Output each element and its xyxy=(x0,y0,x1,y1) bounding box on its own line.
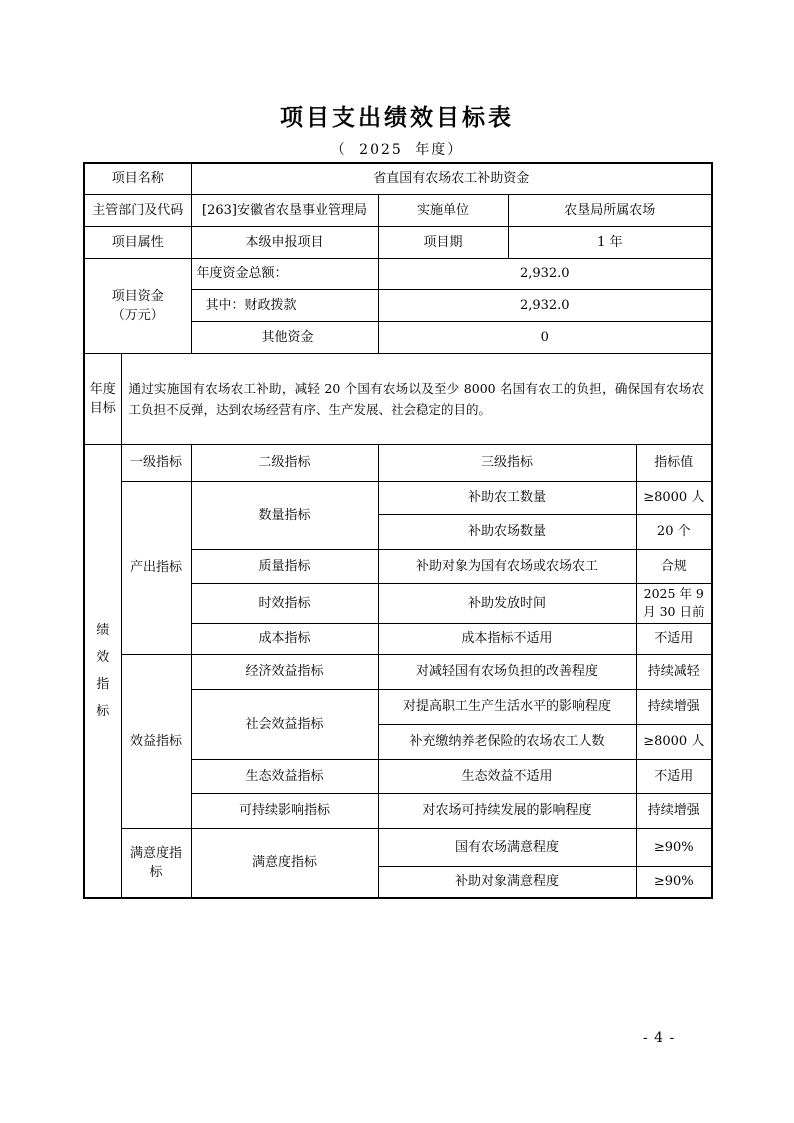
funds-label-line1: 项目资金 xyxy=(111,288,164,304)
level2-sustainability: 可持续影响指标 xyxy=(191,793,378,828)
page-number: - 4 - xyxy=(643,1030,676,1046)
funds-other-value: 0 xyxy=(378,321,712,353)
header-level3: 三级指标 xyxy=(378,444,636,481)
header-level2: 二级指标 xyxy=(191,444,378,481)
header-value: 指标值 xyxy=(636,444,712,481)
level3-payment-time: 补助发放时间 xyxy=(378,583,636,623)
funds-other-label: 其他资金 xyxy=(191,321,378,353)
value-worker-count: ≥8000 人 xyxy=(636,481,712,514)
funds-fiscal-value: 2,932.0 xyxy=(378,289,712,321)
level1-benefit: 效益指标 xyxy=(121,654,191,828)
level2-economic: 经济效益指标 xyxy=(191,654,378,689)
performance-indicators-label: 绩效指标 xyxy=(84,444,121,898)
project-name-value: 省直国有农场农工补助资金 xyxy=(191,163,712,194)
annual-goal-label xyxy=(84,353,121,444)
value-compliance: 合规 xyxy=(636,549,712,583)
level2-satisfaction: 满意度指标 xyxy=(191,828,378,898)
level2-cost: 成本指标 xyxy=(191,623,378,654)
level3-farm-satisfaction: 国有农场满意程度 xyxy=(378,828,636,866)
dept-value: [263]安徽省农垦事业管理局 xyxy=(191,194,378,226)
value-sustainable-dev: 持续增强 xyxy=(636,793,712,828)
value-burden-relief: 持续减轻 xyxy=(636,654,712,689)
dept-label: 主管部门及代码 xyxy=(84,194,191,226)
value-payment-time: 2025 年 9 月 30 日前 xyxy=(636,583,712,623)
value-living-standard: 持续增强 xyxy=(636,689,712,724)
level2-timeliness: 时效指标 xyxy=(191,583,378,623)
performance-target-table xyxy=(83,162,713,899)
level3-target-compliance: 补助对象为国有农场或农场农工 xyxy=(378,549,636,583)
level3-recipient-satisfaction: 补助对象满意程度 xyxy=(378,866,636,898)
value-eco-na: 不适用 xyxy=(636,759,712,793)
page-subtitle: （ 2025 年度） xyxy=(330,142,464,158)
level3-burden-relief: 对减轻国有农场负担的改善程度 xyxy=(378,654,636,689)
level2-quality: 质量指标 xyxy=(191,549,378,583)
value-farm-count: 20 个 xyxy=(636,514,712,549)
page-title: 项目支出绩效目标表 xyxy=(280,105,514,131)
period-value: 1 年 xyxy=(508,226,712,258)
level3-worker-count: 补助农工数量 xyxy=(378,481,636,514)
annual-goal-label-line1: 年度 xyxy=(89,381,116,397)
funds-fiscal-label: 其中：财政拨款 xyxy=(191,289,378,321)
annual-goal-text: 通过实施国有农场农工补助，减轻 20 个国有农场以及至少 8000 名国有农工的负担，确保国有农场农工负担不反弹，达到农场经营有序、生产发展、社会稳定的目的。 xyxy=(121,353,712,444)
attr-label: 项目属性 xyxy=(84,226,191,258)
funds-label xyxy=(84,258,191,353)
level3-pension-workers: 补充缴纳养老保险的农场农工人数 xyxy=(378,724,636,759)
funds-label-line2: （万元） xyxy=(111,307,164,323)
value-cost-na: 不适用 xyxy=(636,623,712,654)
level2-social: 社会效益指标 xyxy=(191,689,378,759)
attr-value: 本级申报项目 xyxy=(191,226,378,258)
level3-living-standard: 对提高职工生产生活水平的影响程度 xyxy=(378,689,636,724)
level1-output: 产出指标 xyxy=(121,481,191,654)
impl-unit-value: 农垦局所属农场 xyxy=(508,194,712,226)
level2-quantity: 数量指标 xyxy=(191,481,378,549)
funds-total-value: 2,932.0 xyxy=(378,258,712,289)
level2-ecological: 生态效益指标 xyxy=(191,759,378,793)
period-label: 项目期 xyxy=(378,226,508,258)
funds-total-label: 年度资金总额： xyxy=(191,258,378,289)
annual-goal-label-line2: 目标 xyxy=(89,400,116,416)
level3-sustainable-dev: 对农场可持续发展的影响程度 xyxy=(378,793,636,828)
level3-farm-count: 补助农场数量 xyxy=(378,514,636,549)
level3-eco-na: 生态效益不适用 xyxy=(378,759,636,793)
value-farm-satisfaction: ≥90% xyxy=(636,828,712,866)
value-recipient-satisfaction: ≥90% xyxy=(636,866,712,898)
project-name-label: 项目名称 xyxy=(84,163,191,194)
header-level1: 一级指标 xyxy=(121,444,191,481)
level3-cost-na: 成本指标不适用 xyxy=(378,623,636,654)
level1-satisfaction: 满意度指标 xyxy=(121,828,191,898)
impl-unit-label: 实施单位 xyxy=(378,194,508,226)
value-pension-workers: ≥8000 人 xyxy=(636,724,712,759)
